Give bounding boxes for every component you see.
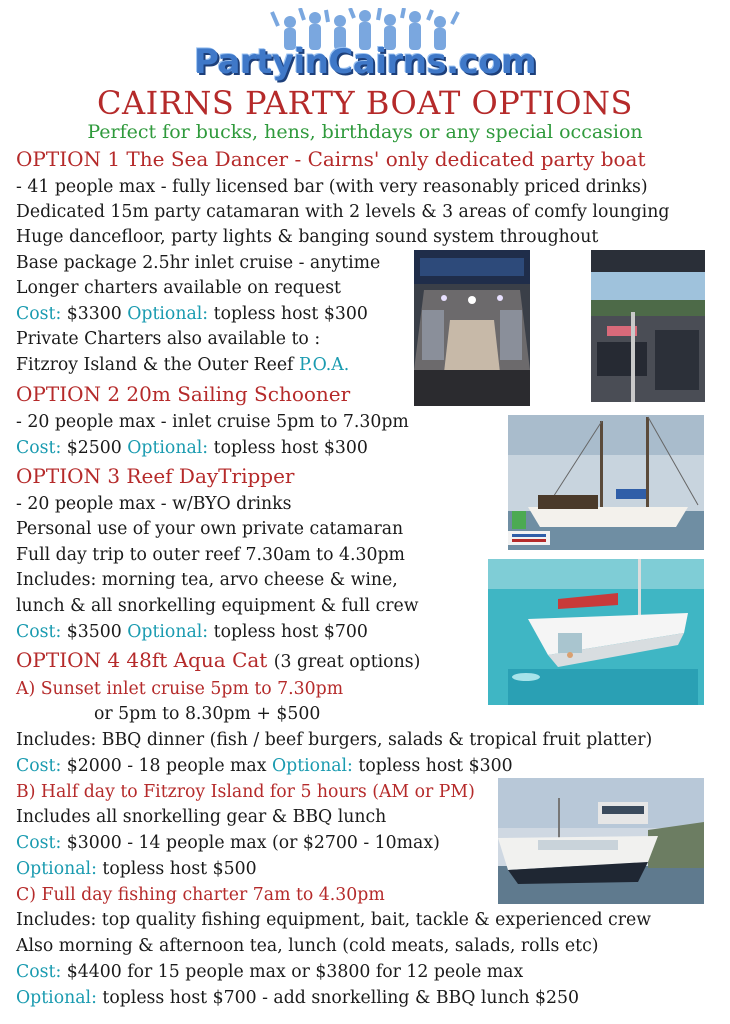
option4-a-line: Includes: BBQ dinner (fish / beef burgers, salads & tropical fruit platter) xyxy=(16,730,653,750)
optional-label: Optional: xyxy=(271,756,353,776)
optional-value: topless host $700 xyxy=(208,622,368,642)
cost-label: Cost: xyxy=(16,304,62,324)
cost-value: $2500 xyxy=(61,438,128,458)
poa-label: P.O.A. xyxy=(298,355,350,375)
option2-line: - 20 people max - inlet cruise 5pm to 7.30pm xyxy=(16,412,409,432)
option3-line: Includes: morning tea, arvo cheese & wine, xyxy=(16,570,398,590)
optional-value: topless host $300 xyxy=(208,438,368,458)
cost-value: $3000 - 14 people max (or $2700 - 10max) xyxy=(61,833,440,853)
optional-value: topless host $500 xyxy=(96,859,257,879)
option1-destinations: Fitzroy Island & the Outer Reef xyxy=(16,355,299,375)
option4-c-cost-line xyxy=(16,960,523,984)
cost-label: Cost: xyxy=(16,833,62,853)
photo-sea-dancer-interior xyxy=(414,250,530,406)
optional-value: topless host $300 xyxy=(208,304,368,324)
option4-c-optional-line xyxy=(16,986,579,1010)
brand-logo xyxy=(180,8,550,84)
photo-aqua-cat-fishing xyxy=(498,778,704,904)
option4-b-optional-line xyxy=(16,857,257,881)
option4-c-line: Includes: top quality fishing equipment, bait, tackle & experienced crew xyxy=(16,910,652,930)
option3-line: - 20 people max - w/BYO drinks xyxy=(16,494,292,514)
option1-line xyxy=(16,353,349,377)
logo-text: PartyinCairns.com xyxy=(193,42,537,82)
optional-label: Optional: xyxy=(127,438,209,458)
cost-label: Cost: xyxy=(16,438,62,458)
photo-reef-daytripper xyxy=(488,559,704,705)
cost-value: $4400 for 15 people max or $3800 for 12 peole max xyxy=(61,962,524,982)
cost-label: Cost: xyxy=(16,756,62,776)
option1-line: Private Charters also available to : xyxy=(16,329,321,349)
cost-value: $3500 xyxy=(61,622,128,642)
option1-line: Huge dancefloor, party lights & banging sound system throughout xyxy=(16,227,599,247)
cost-label: Cost: xyxy=(16,622,62,642)
option4-a-line xyxy=(16,677,343,701)
option4-b-line: Includes all snorkelling gear & BBQ lunch xyxy=(16,807,387,827)
optional-label: Optional: xyxy=(16,988,97,1008)
page-title: CAIRNS PARTY BOAT OPTIONS xyxy=(97,84,633,122)
option3-line: Full day trip to outer reef 7.30am to 4.30pm xyxy=(16,545,405,565)
page-subtitle: Perfect for bucks, hens, birthdays or any special occasion xyxy=(87,121,643,143)
cost-label: Cost: xyxy=(16,962,62,982)
option1-line: Base package 2.5hr inlet cruise - anytime xyxy=(16,253,381,273)
cost-value: $3300 xyxy=(61,304,128,324)
optional-label: Optional: xyxy=(127,622,209,642)
option1-line: Longer charters available on request xyxy=(16,278,342,298)
option1-line: Dedicated 15m party catamaran with 2 levels & 3 areas of comfy lounging xyxy=(16,202,670,222)
optional-value: topless host $700 - add snorkelling & BBQ lunch $250 xyxy=(96,988,579,1008)
option3-heading: OPTION 3 Reef DayTripper xyxy=(16,464,295,488)
option4-c-line: Also morning & afternoon tea, lunch (cold meats, salads, rolls etc) xyxy=(16,936,599,956)
option4-c-title: C) Full day fishing charter 7am to 4.30pm xyxy=(16,885,385,905)
option4-b-title: B) Half day to Fitzroy Island for 5 hours (AM or PM) xyxy=(16,782,475,802)
photo-sea-dancer-deck xyxy=(591,250,705,402)
optional-label: Optional: xyxy=(16,859,97,879)
option4-a-line: or 5pm to 8.30pm + $500 xyxy=(94,704,321,724)
option3-line: lunch & all snorkelling equipment & full crew xyxy=(16,596,419,616)
option3-cost-line xyxy=(16,620,368,644)
option4-b-cost-line xyxy=(16,831,440,855)
option1-heading: OPTION 1 The Sea Dancer - Cairns' only dedicated party boat xyxy=(16,147,646,171)
optional-label: Optional: xyxy=(127,304,209,324)
photo-sailing-schooner xyxy=(508,415,704,550)
option4-a-cost-line xyxy=(16,754,513,778)
option1-line: - 41 people max - fully licensed bar (with very reasonably priced drinks) xyxy=(16,177,648,197)
option2-cost-line xyxy=(16,436,368,460)
option1-cost-line xyxy=(16,302,368,326)
cost-value: $2000 - 18 people max xyxy=(61,756,272,776)
optional-value: topless host $300 xyxy=(352,756,513,776)
option2-heading: OPTION 2 20m Sailing Schooner xyxy=(16,382,351,406)
option4-heading-main: OPTION 4 48ft Aqua Cat xyxy=(16,648,274,672)
option4-heading-note: (3 great options) xyxy=(273,652,421,672)
option4-a-title: A) Sunset inlet cruise 5pm to 7.30pm xyxy=(16,679,344,699)
option4-heading xyxy=(16,648,420,674)
option3-line: Personal use of your own private catamaran xyxy=(16,519,404,539)
